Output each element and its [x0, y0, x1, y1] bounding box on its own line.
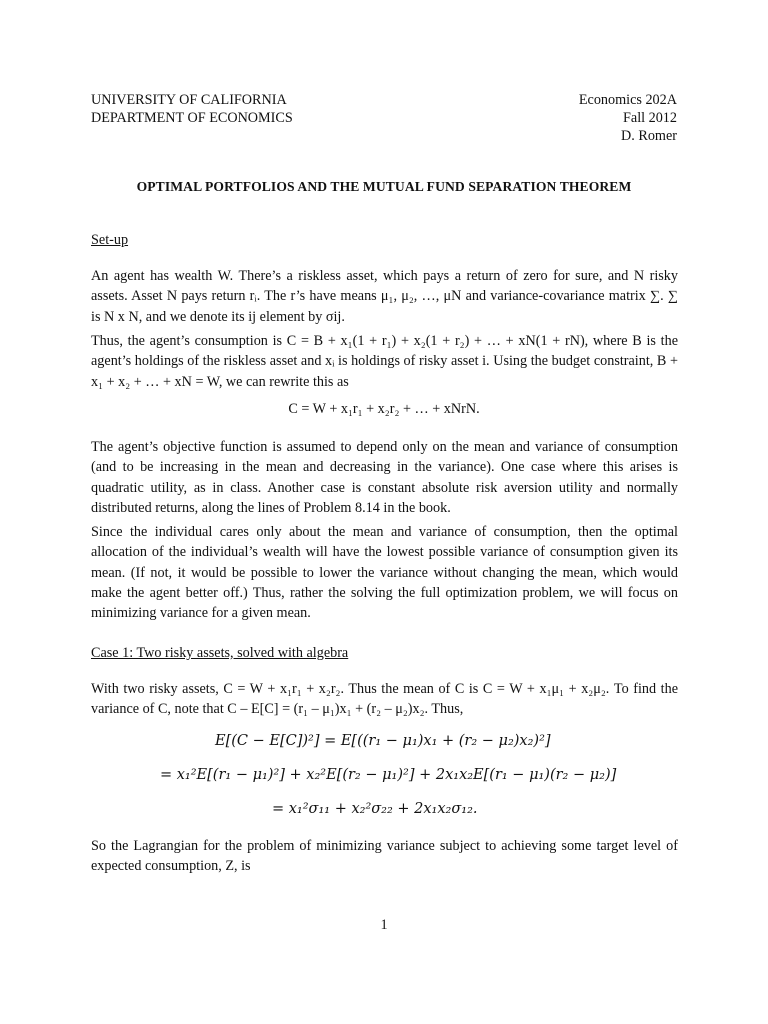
- header-department: DEPARTMENT OF ECONOMICS: [91, 110, 293, 126]
- paragraph-two-assets: With two risky assets, C = W + x₁r₁ + x₂r₂. Thus the mean of C is C = W + x₁μ₁ + x₂μ₂. To find the variance of C, note that C – E[C] = (r₁ – μ₁)x₁ + (r₂ – μ₂)x₂. Thus,: [91, 681, 678, 718]
- section-heading-setup: Set-up: [91, 232, 129, 248]
- equation-line-2: = x₁²E[(r₁ − μ₁)²] + x₂²E[(r₂ − μ₁)²] + 2x₁x₂E[(r₁ − μ₁)(r₂ − μ₂)]: [160, 767, 617, 783]
- paragraph-mean-variance: Since the individual cares only about the mean and variance of consumption, then the optimal allocation of the individual’s wealth will have the lowest possible variance of consumption given its mean. (If not, it would be possible to lower the variance without changing the mean, which would make the agent better off.) Thus, rather the solving the full optimization problem, we will focus on minimizing variance for a given mean.: [91, 524, 678, 622]
- paragraph-objective: The agent’s objective function is assumed to depend only on the mean and variance of consumption (and to be increasing in the mean and decreasing in the variance). One case where this arises is quadratic utility, as in class. Another case is constant absolute risk aversion utility and normally distributed returns, along the lines of Problem 8.14 in the book.: [91, 439, 678, 516]
- paragraph-lagrangian: So the Lagrangian for the problem of minimizing variance subject to achieving some target level of expected consumption, Z, is: [91, 838, 678, 875]
- header-author: D. Romer: [621, 128, 677, 144]
- document-title: OPTIMAL PORTFOLIOS AND THE MUTUAL FUND SEPARATION THEOREM: [136, 179, 632, 194]
- equation-line-3: = x₁²σ₁₁ + x₂²σ₂₂ + 2x₁x₂σ₁₂.: [272, 801, 478, 817]
- paragraph-setup: An agent has wealth W. There’s a riskless asset, which pays a return of zero for sure, and N risky assets. Asset N pays return rᵢ. The r’s have means μ₁, μ₂, …, μN and variance-covariance matrix ∑. ∑ is N x N, and we denote its ij element by σij.: [91, 268, 678, 325]
- section-heading-case1: Case 1: Two risky assets, solved with algebra: [91, 645, 349, 661]
- header-university: UNIVERSITY OF CALIFORNIA: [91, 92, 287, 108]
- paragraph-consumption: Thus, the agent’s consumption is C = B + x₁(1 + r₁) + x₂(1 + r₂) + … + xN(1 + rN), where B is the agent’s holdings of the riskless asset and xᵢ is holdings of risky asset i. Using the budget constraint, B + x₁ + x₂ + … + xN = W, we can rewrite this as: [91, 333, 678, 390]
- page-number: 1: [380, 917, 388, 933]
- equation-consumption: C = W + x₁r₁ + x₂r₂ + … + xNrN.: [288, 401, 480, 417]
- header-term: Fall 2012: [623, 110, 677, 126]
- equation-line-1: E[(C − E[C])²] = E[((r₁ − μ₁)x₁ + (r₂ − μ₂)x₂)²]: [215, 733, 551, 749]
- header-course: Economics 202A: [578, 92, 677, 108]
